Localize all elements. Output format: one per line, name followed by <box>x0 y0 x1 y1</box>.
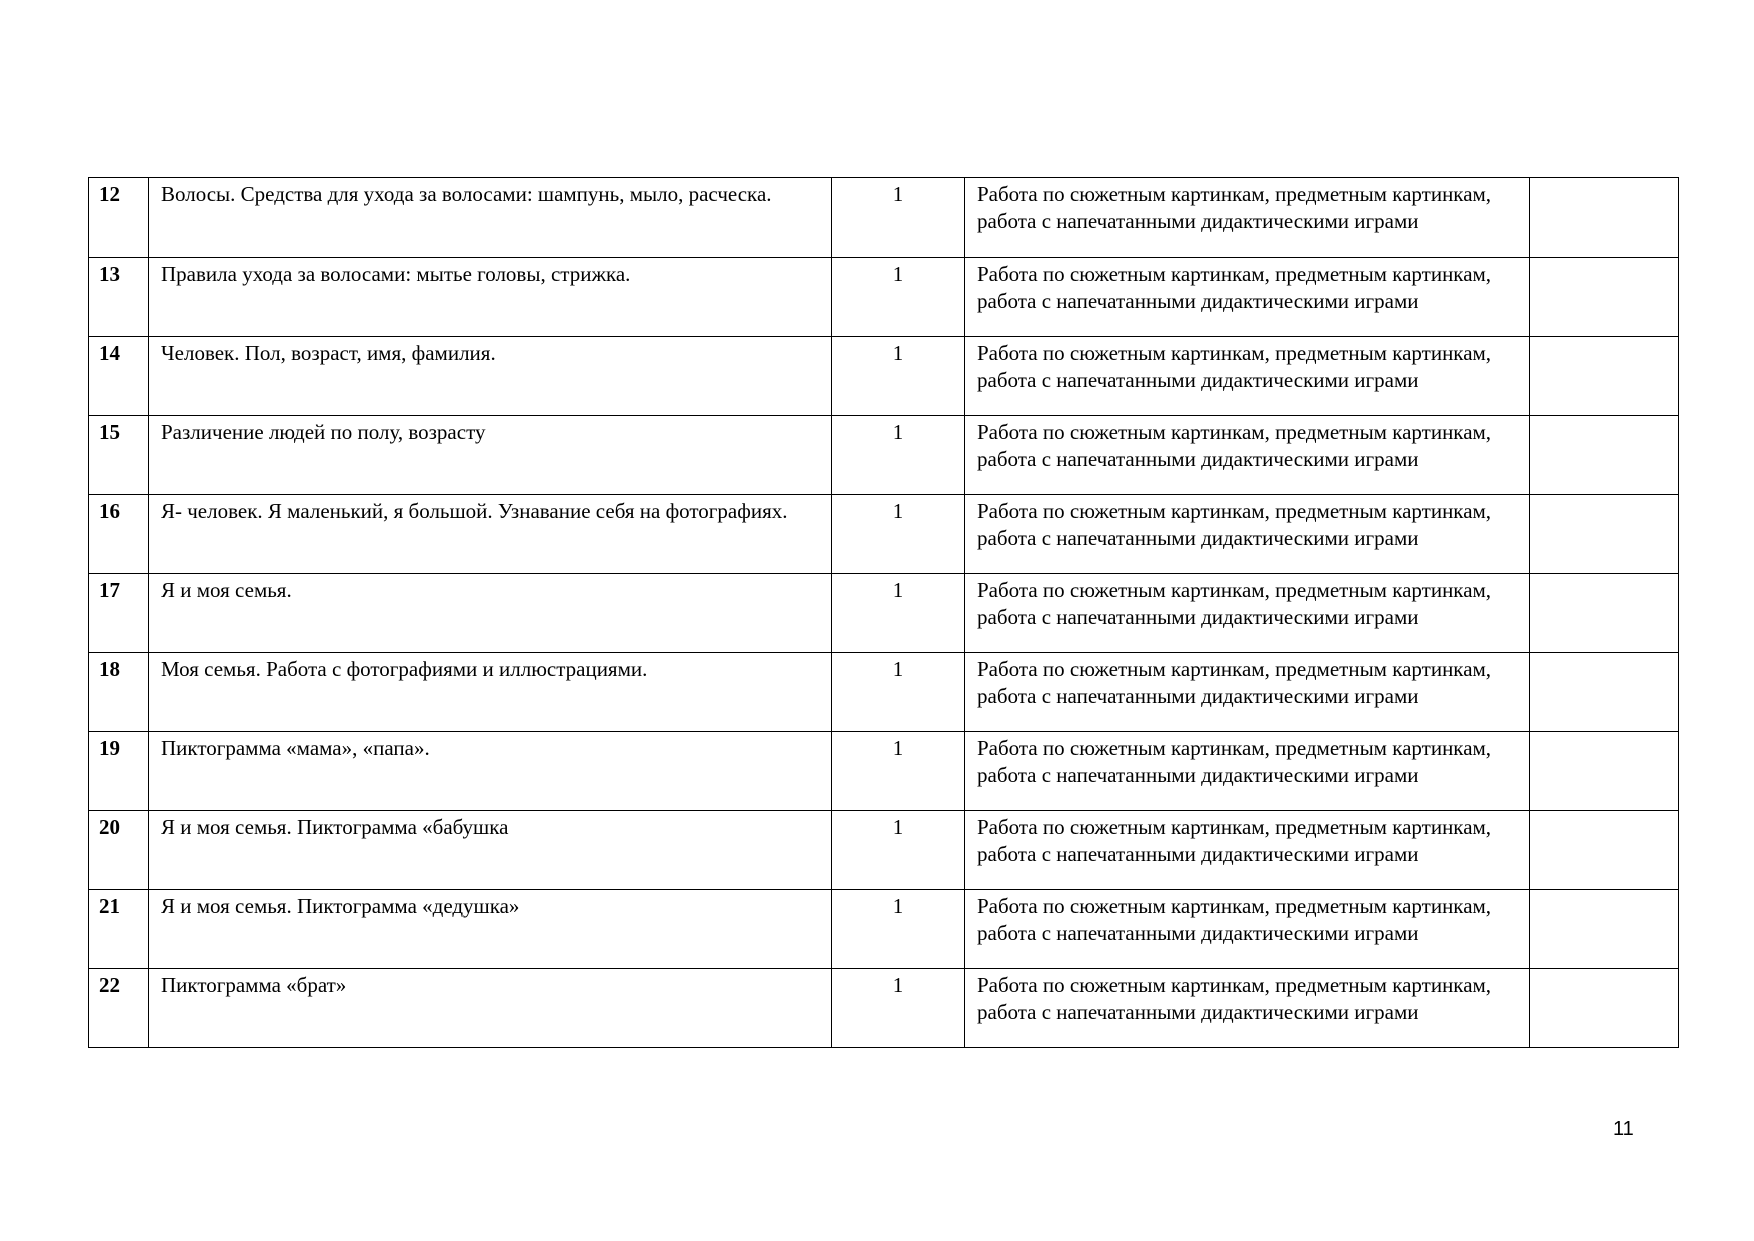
table-row <box>89 416 1679 495</box>
lesson-number: 16 <box>89 495 149 574</box>
lesson-notes <box>1530 495 1679 574</box>
lesson-notes <box>1530 890 1679 969</box>
lesson-topic: Пиктограмма «брат» <box>149 969 832 1048</box>
lesson-hours: 1 <box>832 811 965 890</box>
lesson-number: 12 <box>89 178 149 258</box>
table-row <box>89 178 1679 258</box>
lesson-activity: Работа по сюжетным картинкам, предметным картинкам, работа с напечатанными дидактическими играми <box>965 495 1530 574</box>
lesson-activity: Работа по сюжетным картинкам, предметным картинкам, работа с напечатанными дидактическими играми <box>965 732 1530 811</box>
lesson-hours: 1 <box>832 969 965 1048</box>
lesson-activity: Работа по сюжетным картинкам, предметным картинкам, работа с напечатанными дидактическими играми <box>965 574 1530 653</box>
lesson-notes <box>1530 653 1679 732</box>
lesson-activity: Работа по сюжетным картинкам, предметным картинкам, работа с напечатанными дидактическими играми <box>965 890 1530 969</box>
lesson-number: 18 <box>89 653 149 732</box>
lesson-number: 15 <box>89 416 149 495</box>
lesson-number: 20 <box>89 811 149 890</box>
lesson-number: 17 <box>89 574 149 653</box>
lesson-number: 19 <box>89 732 149 811</box>
lesson-notes <box>1530 337 1679 416</box>
lesson-hours: 1 <box>832 495 965 574</box>
lesson-hours: 1 <box>832 178 965 258</box>
table-row <box>89 890 1679 969</box>
lesson-topic: Пиктограмма «мама», «папа». <box>149 732 832 811</box>
lesson-topic: Правила ухода за волосами: мытье головы, стрижка. <box>149 258 832 337</box>
lesson-topic: Моя семья. Работа с фотографиями и иллюстрациями. <box>149 653 832 732</box>
lesson-notes <box>1530 732 1679 811</box>
table-row <box>89 495 1679 574</box>
lesson-hours: 1 <box>832 574 965 653</box>
lesson-topic: Я- человек. Я маленький, я большой. Узнавание себя на фотографиях. <box>149 495 832 574</box>
lesson-activity: Работа по сюжетным картинкам, предметным картинкам, работа с напечатанными дидактическими играми <box>965 416 1530 495</box>
lesson-notes <box>1530 258 1679 337</box>
lesson-hours: 1 <box>832 890 965 969</box>
lesson-notes <box>1530 574 1679 653</box>
lesson-topic: Различение людей по полу, возрасту <box>149 416 832 495</box>
lesson-topic: Волосы. Средства для ухода за волосами: шампунь, мыло, расческа. <box>149 178 832 258</box>
table-body <box>89 178 1679 1048</box>
lesson-topic: Человек. Пол, возраст, имя, фамилия. <box>149 337 832 416</box>
lesson-activity: Работа по сюжетным картинкам, предметным картинкам, работа с напечатанными дидактическими играми <box>965 178 1530 258</box>
table-row <box>89 969 1679 1048</box>
table-row <box>89 337 1679 416</box>
lesson-activity: Работа по сюжетным картинкам, предметным картинкам, работа с напечатанными дидактическими играми <box>965 811 1530 890</box>
lesson-notes <box>1530 969 1679 1048</box>
lesson-activity: Работа по сюжетным картинкам, предметным картинкам, работа с напечатанными дидактическими играми <box>965 653 1530 732</box>
page-number: 11 <box>1613 1118 1634 1140</box>
lesson-number: 13 <box>89 258 149 337</box>
table-row <box>89 811 1679 890</box>
lesson-topic: Я и моя семья. <box>149 574 832 653</box>
lesson-hours: 1 <box>832 258 965 337</box>
lesson-hours: 1 <box>832 653 965 732</box>
lesson-number: 21 <box>89 890 149 969</box>
lesson-hours: 1 <box>832 732 965 811</box>
lesson-notes <box>1530 811 1679 890</box>
table-row <box>89 574 1679 653</box>
lesson-notes <box>1530 416 1679 495</box>
table-row <box>89 258 1679 337</box>
lesson-notes <box>1530 178 1679 258</box>
lesson-topic: Я и моя семья. Пиктограмма «бабушка <box>149 811 832 890</box>
lesson-hours: 1 <box>832 337 965 416</box>
lesson-number: 22 <box>89 969 149 1048</box>
lesson-activity: Работа по сюжетным картинкам, предметным картинкам, работа с напечатанными дидактическими играми <box>965 258 1530 337</box>
lesson-topic: Я и моя семья. Пиктограмма «дедушка» <box>149 890 832 969</box>
table-row <box>89 732 1679 811</box>
lesson-number: 14 <box>89 337 149 416</box>
lesson-activity: Работа по сюжетным картинкам, предметным картинкам, работа с напечатанными дидактическими играми <box>965 969 1530 1048</box>
lesson-plan-table <box>88 177 1679 1048</box>
lesson-activity: Работа по сюжетным картинкам, предметным картинкам, работа с напечатанными дидактическими играми <box>965 337 1530 416</box>
lesson-hours: 1 <box>832 416 965 495</box>
table-row <box>89 653 1679 732</box>
